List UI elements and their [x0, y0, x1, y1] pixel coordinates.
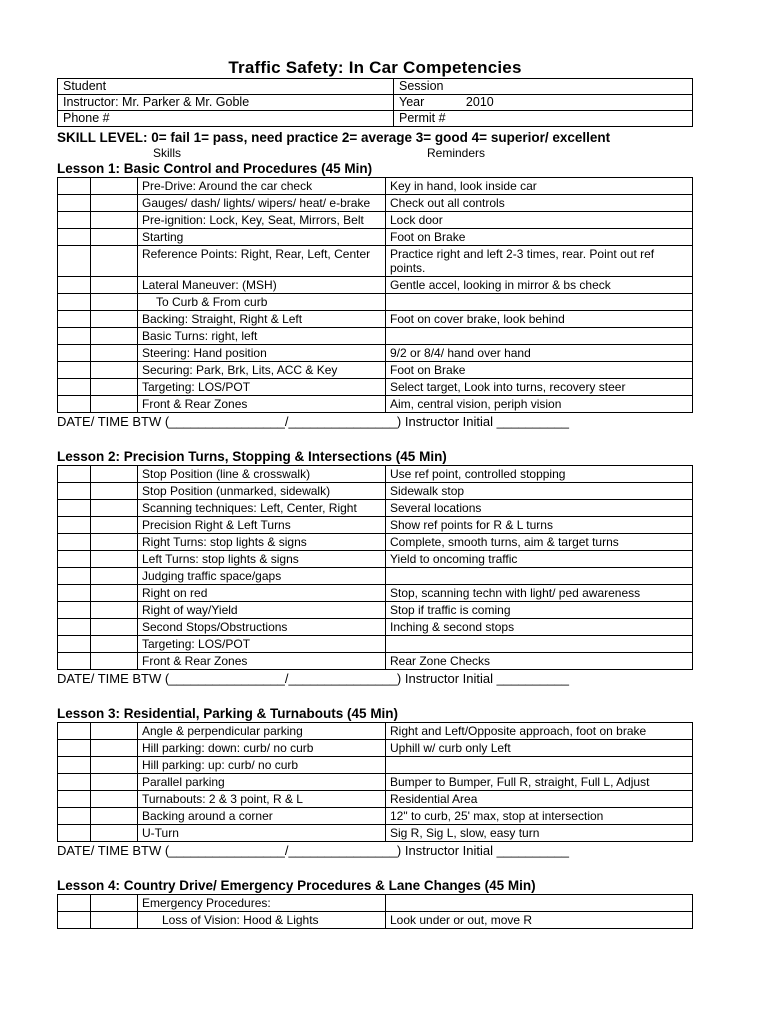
reminder-cell: [386, 895, 693, 912]
score-cell-1[interactable]: [58, 483, 91, 500]
skill-cell: [138, 602, 386, 619]
table-row: [58, 277, 693, 294]
skill-text: Left Turns: stop lights & signs: [142, 552, 299, 566]
reminder-cell: Stop if traffic is coming: [386, 602, 693, 619]
score-cell-1[interactable]: [58, 195, 91, 212]
table-row: [58, 212, 693, 229]
score-cell-2[interactable]: [91, 653, 138, 670]
skill-cell: [138, 345, 386, 362]
lesson-title: Lesson 3: Residential, Parking & Turnabouts (45 Min): [57, 706, 399, 721]
reminder-cell: Complete, smooth turns, aim & target turns: [386, 534, 693, 551]
score-cell-2[interactable]: [91, 345, 138, 362]
skill-level-legend: SKILL LEVEL: 0= fail 1= pass, need practice 2= average 3= good 4= superior/ excellent: [57, 130, 611, 145]
skill-text: U-Turn: [142, 826, 179, 840]
skill-text: Loss of Vision: Hood & Lights: [162, 913, 319, 927]
skill-text: To Curb & From curb: [156, 295, 268, 309]
skill-text: Right Turns: stop lights & signs: [142, 535, 307, 549]
skill-text: Stop Position (line & crosswalk): [142, 467, 311, 481]
skill-cell: [138, 585, 386, 602]
skill-text: Backing: Straight, Right & Left: [142, 312, 303, 326]
skill-cell: [138, 825, 386, 842]
skill-text: Gauges/ dash/ lights/ wipers/ heat/ e-brake: [142, 196, 371, 210]
skill-cell: [138, 483, 386, 500]
score-cell-2[interactable]: [91, 636, 138, 653]
skill-cell: [138, 619, 386, 636]
lesson-skills-table: [57, 465, 693, 670]
score-cell-1[interactable]: [58, 534, 91, 551]
reminder-cell: [386, 568, 693, 585]
skill-text: Securing: Park, Brk, Lits, ACC & Key: [142, 363, 338, 377]
score-cell-2[interactable]: [91, 277, 138, 294]
skill-cell: [138, 568, 386, 585]
table-row: [58, 311, 693, 328]
score-cell-1[interactable]: [58, 757, 91, 774]
lesson-skills-table: [57, 177, 693, 413]
table-row: [58, 195, 693, 212]
skill-cell: [138, 517, 386, 534]
reminder-cell: Key in hand, look inside car: [386, 178, 693, 195]
session-field[interactable]: Session: [394, 79, 693, 95]
skill-text: Stop Position (unmarked, sidewalk): [142, 484, 331, 498]
score-cell-2[interactable]: [91, 178, 138, 195]
table-row: [58, 246, 693, 277]
reminder-cell: Sidewalk stop: [386, 483, 693, 500]
score-cell-2[interactable]: [91, 602, 138, 619]
skill-cell: [138, 808, 386, 825]
lesson-skills-table: [57, 722, 693, 842]
score-cell-1[interactable]: [58, 294, 91, 311]
table-row: [58, 500, 693, 517]
skill-text: Pre-Drive: Around the car check: [142, 179, 313, 193]
skill-cell: [138, 294, 386, 311]
score-cell-2[interactable]: [91, 362, 138, 379]
skill-cell: [138, 500, 386, 517]
skill-cell: [138, 653, 386, 670]
score-cell-1[interactable]: [58, 774, 91, 791]
score-cell-2[interactable]: [91, 825, 138, 842]
section-gap: [57, 687, 693, 705]
reminder-cell: Residential Area: [386, 791, 693, 808]
year-field: Year 2010: [394, 95, 693, 111]
score-cell-2[interactable]: [91, 396, 138, 413]
table-row: [58, 379, 693, 396]
score-cell-1[interactable]: [58, 396, 91, 413]
reminders-caption: Reminders: [427, 146, 486, 160]
skill-text: Steering: Hand position: [142, 346, 267, 360]
score-cell-1[interactable]: [58, 895, 91, 912]
score-cell-1[interactable]: [58, 246, 91, 277]
score-cell-2[interactable]: [91, 483, 138, 500]
reminder-cell: Look under or out, move R: [386, 912, 693, 929]
skill-cell: [138, 551, 386, 568]
skill-cell: [138, 723, 386, 740]
reminder-cell: Yield to oncoming traffic: [386, 551, 693, 568]
skill-cell: [138, 466, 386, 483]
reminder-cell: Foot on Brake: [386, 362, 693, 379]
skill-cell: [138, 636, 386, 653]
score-cell-2[interactable]: [91, 328, 138, 345]
score-cell-1[interactable]: [58, 568, 91, 585]
reminder-cell: Foot on Brake: [386, 229, 693, 246]
skill-text: Hill parking: up: curb/ no curb: [142, 758, 299, 772]
skill-text: Second Stops/Obstructions: [142, 620, 288, 634]
reminder-cell: Gentle accel, looking in mirror & bs check: [386, 277, 693, 294]
score-cell-1[interactable]: [58, 311, 91, 328]
table-row: [58, 362, 693, 379]
score-cell-2[interactable]: [91, 379, 138, 396]
skills-caption: Skills: [153, 146, 182, 160]
lesson-skills-table: [57, 894, 693, 929]
table-row: [58, 912, 693, 929]
table-row: [58, 808, 693, 825]
reminder-cell: 9/2 or 8/4/ hand over hand: [386, 345, 693, 362]
score-cell-1[interactable]: [58, 379, 91, 396]
skill-text: Front & Rear Zones: [142, 397, 248, 411]
skill-cell: [138, 791, 386, 808]
score-cell-2[interactable]: [91, 912, 138, 929]
skill-text: Backing around a corner: [142, 809, 273, 823]
skill-cell: [138, 277, 386, 294]
phone-field[interactable]: Phone #: [58, 111, 394, 127]
table-row: [58, 619, 693, 636]
skill-text: Angle & perpendicular parking: [142, 724, 303, 738]
reminder-cell: [386, 328, 693, 345]
table-row: [58, 229, 693, 246]
date-time-instructor-line: DATE/ TIME BTW (________________/_______________) Instructor Initial __________: [57, 671, 569, 686]
reminder-cell: Right and Left/Opposite approach, foot on brake: [386, 723, 693, 740]
table-row: [58, 895, 693, 912]
skill-text: Basic Turns: right, left: [142, 329, 258, 343]
skill-text: Hill parking: down: curb/ no curb: [142, 741, 314, 755]
score-cell-2[interactable]: [91, 791, 138, 808]
score-cell-1[interactable]: [58, 328, 91, 345]
table-row: [58, 345, 693, 362]
skill-text: Front & Rear Zones: [142, 654, 248, 668]
score-cell-2[interactable]: [91, 229, 138, 246]
table-row: [58, 178, 693, 195]
form-page: [57, 0, 693, 929]
reminder-cell: Use ref point, controlled stopping: [386, 466, 693, 483]
skill-cell: [138, 396, 386, 413]
section-gap: [57, 430, 693, 448]
score-cell-1[interactable]: [58, 345, 91, 362]
score-cell-2[interactable]: [91, 195, 138, 212]
score-cell-2[interactable]: [91, 311, 138, 328]
skill-text: Starting: [142, 230, 184, 244]
reminder-cell: Aim, central vision, periph vision: [386, 396, 693, 413]
skill-text: Scanning techniques: Left, Center, Right: [142, 501, 357, 515]
skill-cell: [138, 362, 386, 379]
score-cell-2[interactable]: [91, 294, 138, 311]
skill-text: Judging traffic space/gaps: [142, 569, 282, 583]
skill-cell: [138, 311, 386, 328]
reminder-cell: Show ref points for R & L turns: [386, 517, 693, 534]
score-cell-1[interactable]: [58, 723, 91, 740]
date-time-instructor-line: DATE/ TIME BTW (________________/_______________) Instructor Initial __________: [57, 843, 569, 858]
permit-field[interactable]: Permit #: [394, 111, 693, 127]
score-cell-1[interactable]: [58, 808, 91, 825]
student-field[interactable]: Student: [58, 79, 394, 95]
score-cell-1[interactable]: [58, 585, 91, 602]
table-row: [58, 551, 693, 568]
skill-text: Right of way/Yield: [142, 603, 238, 617]
score-cell-1[interactable]: [58, 229, 91, 246]
skill-text: Reference Points: Right, Rear, Left, Center: [142, 247, 371, 261]
skill-cell: [138, 379, 386, 396]
score-cell-1[interactable]: [58, 178, 91, 195]
score-cell-2[interactable]: [91, 723, 138, 740]
score-cell-2[interactable]: [91, 740, 138, 757]
reminder-cell: Rear Zone Checks: [386, 653, 693, 670]
table-row: [58, 825, 693, 842]
table-row: [58, 636, 693, 653]
reminder-cell: [386, 294, 693, 311]
lesson-title: Lesson 4: Country Drive/ Emergency Procedures & Lane Changes (45 Min): [57, 878, 536, 893]
score-cell-2[interactable]: [91, 585, 138, 602]
reminder-cell: Uphill w/ curb only Left: [386, 740, 693, 757]
reminder-cell: [386, 636, 693, 653]
skill-cell: [138, 229, 386, 246]
table-row: [58, 294, 693, 311]
table-row: [58, 396, 693, 413]
table-row: [58, 740, 693, 757]
table-row: [58, 757, 693, 774]
table-row: [58, 723, 693, 740]
score-cell-1[interactable]: [58, 277, 91, 294]
skill-text: Parallel parking: [142, 775, 225, 789]
reminder-cell: Lock door: [386, 212, 693, 229]
table-row: [58, 483, 693, 500]
skill-text: Pre-ignition: Lock, Key, Seat, Mirrors, Belt: [142, 213, 364, 227]
table-row: [58, 774, 693, 791]
skill-cell: [138, 757, 386, 774]
score-cell-1[interactable]: [58, 212, 91, 229]
skill-cell: [138, 740, 386, 757]
skill-cell: [138, 774, 386, 791]
skill-cell: [138, 195, 386, 212]
column-captions: [57, 146, 693, 160]
score-cell-1[interactable]: [58, 653, 91, 670]
score-cell-2[interactable]: [91, 534, 138, 551]
score-cell-1[interactable]: [58, 740, 91, 757]
skill-text: Emergency Procedures:: [142, 896, 271, 910]
skill-cell: [138, 895, 386, 912]
reminder-cell: Practice right and left 2-3 times, rear. Point out ref points.: [386, 246, 693, 277]
score-cell-2[interactable]: [91, 517, 138, 534]
score-cell-2[interactable]: [91, 212, 138, 229]
lesson-title: Lesson 2: Precision Turns, Stopping & Intersections (45 Min): [57, 449, 447, 464]
skill-text: Precision Right & Left Turns: [142, 518, 291, 532]
table-row: [58, 517, 693, 534]
skill-cell: [138, 212, 386, 229]
reminder-cell: Several locations: [386, 500, 693, 517]
date-time-instructor-line: DATE/ TIME BTW (________________/_______________) Instructor Initial __________: [57, 414, 569, 429]
table-row: [58, 466, 693, 483]
score-cell-2[interactable]: [91, 619, 138, 636]
score-cell-1[interactable]: [58, 619, 91, 636]
reminder-cell: Check out all controls: [386, 195, 693, 212]
skill-text: Turnabouts: 2 & 3 point, R & L: [142, 792, 303, 806]
score-cell-2[interactable]: [91, 568, 138, 585]
score-cell-2[interactable]: [91, 500, 138, 517]
skill-cell: [138, 534, 386, 551]
score-cell-1[interactable]: [58, 912, 91, 929]
score-cell-1[interactable]: [58, 825, 91, 842]
skill-cell: [138, 912, 386, 929]
skill-text: Right on red: [142, 586, 208, 600]
skill-text: Lateral Maneuver: (MSH): [142, 278, 277, 292]
score-cell-1[interactable]: [58, 517, 91, 534]
reminder-cell: Bumper to Bumper, Full R, straight, Full L, Adjust: [386, 774, 693, 791]
skill-cell: [138, 178, 386, 195]
score-cell-2[interactable]: [91, 895, 138, 912]
score-cell-2[interactable]: [91, 551, 138, 568]
score-cell-2[interactable]: [91, 774, 138, 791]
lessons-container: [57, 160, 693, 929]
section-gap: [57, 859, 693, 877]
score-cell-1[interactable]: [58, 466, 91, 483]
reminder-cell: 12" to curb, 25' max, stop at intersection: [386, 808, 693, 825]
score-cell-1[interactable]: [58, 500, 91, 517]
table-row: [58, 328, 693, 345]
skill-text: Targeting: LOS/POT: [142, 637, 251, 651]
score-cell-1[interactable]: [58, 362, 91, 379]
table-row: [58, 568, 693, 585]
lesson-title: Lesson 1: Basic Control and Procedures (45 Min): [57, 161, 373, 176]
score-cell-2[interactable]: [91, 246, 138, 277]
table-row: [58, 534, 693, 551]
skill-cell: [138, 246, 386, 277]
page-title: Traffic Safety: In Car Competencies: [228, 58, 522, 77]
student-info-table: [57, 78, 693, 127]
table-row: [58, 653, 693, 670]
reminder-cell: Sig R, Sig L, slow, easy turn: [386, 825, 693, 842]
score-cell-2[interactable]: [91, 808, 138, 825]
reminder-cell: [386, 757, 693, 774]
score-cell-2[interactable]: [91, 757, 138, 774]
score-cell-1[interactable]: [58, 551, 91, 568]
reminder-cell: Inching & second stops: [386, 619, 693, 636]
score-cell-2[interactable]: [91, 466, 138, 483]
reminder-cell: Stop, scanning techn with light/ ped awareness: [386, 585, 693, 602]
score-cell-1[interactable]: [58, 791, 91, 808]
table-row: [58, 602, 693, 619]
skill-cell: [138, 328, 386, 345]
score-cell-1[interactable]: [58, 602, 91, 619]
table-row: [58, 791, 693, 808]
skill-text: Targeting: LOS/POT: [142, 380, 251, 394]
score-cell-1[interactable]: [58, 636, 91, 653]
instructor-field: Instructor: Mr. Parker & Mr. Goble: [58, 95, 394, 111]
table-row: [58, 585, 693, 602]
reminder-cell: Select target, Look into turns, recovery steer: [386, 379, 693, 396]
reminder-cell: Foot on cover brake, look behind: [386, 311, 693, 328]
